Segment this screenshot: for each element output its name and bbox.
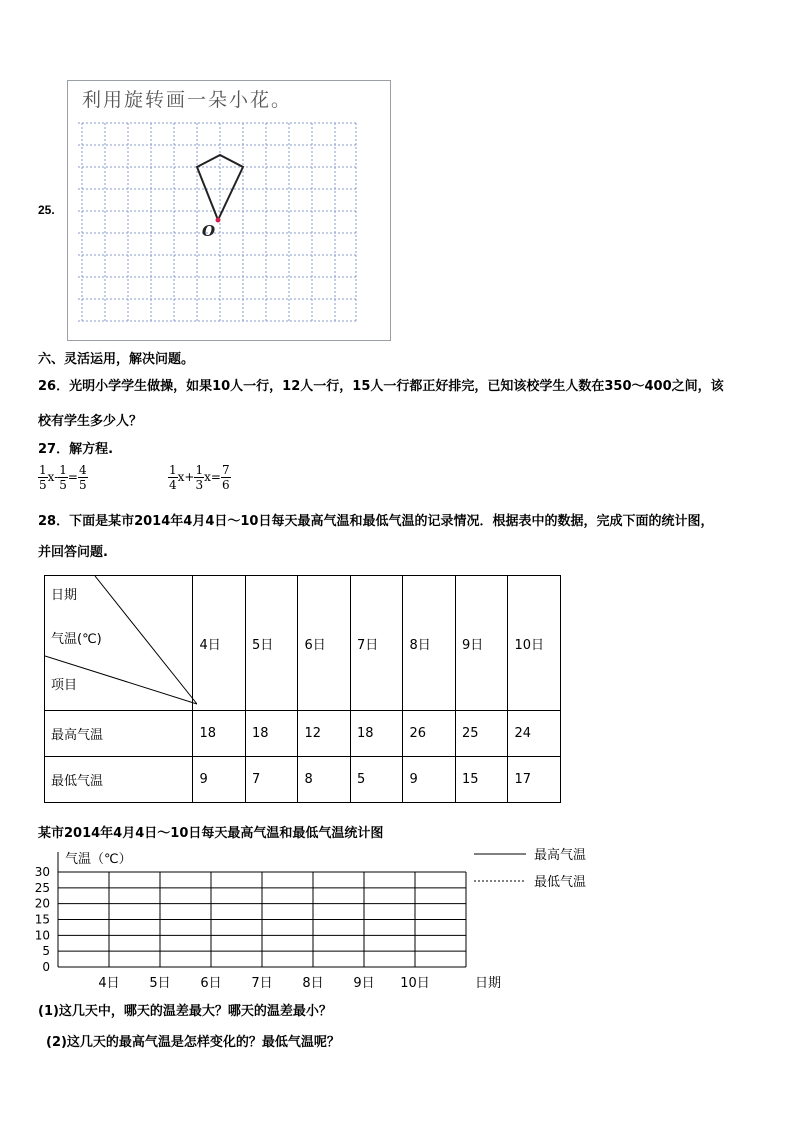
row-label: 最低气温 xyxy=(45,757,193,803)
table-cell: 12 xyxy=(298,711,351,757)
equation-2 xyxy=(168,463,231,492)
table-cell: 18 xyxy=(245,711,298,757)
day-header: 10日 xyxy=(508,576,561,711)
x-tick-label: 5日 xyxy=(149,976,171,991)
row-label: 最高气温 xyxy=(45,711,193,757)
table-cell: 8 xyxy=(298,757,351,803)
table-cell: 25 xyxy=(455,711,508,757)
table-cell: 18 xyxy=(350,711,403,757)
question-28-line1: 28．下面是某市2014年4月4日～10日每天最高气温和最低气温的记录情况．根据表中的数据，完成下面的统计图， xyxy=(38,514,714,529)
table-row xyxy=(45,757,561,803)
y-tick-label: 10 xyxy=(34,928,50,943)
table-cell: 9 xyxy=(193,757,246,803)
table-row xyxy=(45,711,561,757)
question-27-heading: 27．解方程. xyxy=(38,442,114,457)
table-cell: 24 xyxy=(508,711,561,757)
figure-title: 利用旋转画一朵小花。 xyxy=(82,89,293,111)
eq2-a-num: 1 xyxy=(169,463,177,477)
temperature-table xyxy=(44,575,561,803)
rotation-center-point xyxy=(216,218,221,223)
eq1-b-num: 1 xyxy=(59,463,67,477)
day-header: 8日 xyxy=(403,576,456,711)
rotation-figure xyxy=(67,80,391,341)
diagonal-header-cell xyxy=(45,576,193,711)
day-header: 4日 xyxy=(193,576,246,711)
temperature-line-chart xyxy=(30,840,610,1000)
y-tick-label: 30 xyxy=(34,865,50,879)
eq1-a-num: 1 xyxy=(39,463,47,477)
eq1-a-den: 5 xyxy=(39,478,47,492)
chart-title: 某市2014年4月4日～10日每天最高气温和最低气温统计图 xyxy=(38,826,384,841)
question-26-line1: 26．光明小学学生做操，如果10人一行，12人一行，15人一行都正好排完，已知该校学生人数在350～400之间，该 xyxy=(38,379,724,394)
header-item: 项目 xyxy=(51,678,78,693)
header-date: 日期 xyxy=(51,588,78,603)
table-cell: 18 xyxy=(193,711,246,757)
chart-xlabel: 日期 xyxy=(475,976,502,991)
table-cell: 5 xyxy=(350,757,403,803)
table-header-row xyxy=(45,576,561,711)
day-header: 6日 xyxy=(298,576,351,711)
question-28-line2: 并回答问题. xyxy=(38,545,108,560)
question-25-number: 25. xyxy=(38,203,55,217)
day-header: 7日 xyxy=(350,576,403,711)
eq2-b-den: 3 xyxy=(195,478,204,492)
table-cell: 15 xyxy=(455,757,508,803)
eq2-c-num: 7 xyxy=(221,463,230,477)
y-tick-label: 5 xyxy=(42,944,50,959)
eq1-equals: = xyxy=(67,470,78,484)
header-temp: 气温(℃) xyxy=(51,632,102,647)
y-tick-label: 0 xyxy=(42,960,50,974)
y-tick-label: 25 xyxy=(34,880,50,895)
section-heading: 六、灵活运用，解决问题。 xyxy=(38,352,195,367)
eq1-c-den: 5 xyxy=(78,478,87,492)
origin-label: O xyxy=(202,222,216,240)
figure-grid xyxy=(68,81,390,340)
table-cell: 17 xyxy=(508,757,561,803)
table-cell: 7 xyxy=(245,757,298,803)
eq2-b-num: 1 xyxy=(195,463,204,477)
eq2-op1: x+ xyxy=(177,470,195,484)
eq1-c-num: 4 xyxy=(78,463,87,477)
legend-label: 最低气温 xyxy=(534,875,587,890)
question-26-line2: 校有学生多少人？ xyxy=(38,414,143,429)
day-header: 9日 xyxy=(455,576,508,711)
y-tick-label: 15 xyxy=(34,912,50,927)
x-tick-label: 6日 xyxy=(200,976,222,991)
x-tick-label: 7日 xyxy=(251,976,273,991)
equation-1 xyxy=(38,463,88,492)
eq1-b-den: 5 xyxy=(59,478,67,492)
x-tick-label: 10日 xyxy=(400,976,430,991)
table-cell: 9 xyxy=(403,757,456,803)
eq2-a-den: 4 xyxy=(169,478,177,492)
chart-ylabel: 气温（℃） xyxy=(65,852,132,867)
x-tick-label: 9日 xyxy=(353,976,375,991)
sub-question-1: (1)这几天中，哪天的温差最大？哪天的温差最小？ xyxy=(38,1004,332,1019)
sub-question-2: (2)这几天的最高气温是怎样变化的？最低气温呢？ xyxy=(46,1035,340,1050)
legend-label: 最高气温 xyxy=(534,848,587,863)
eq2-equals: x= xyxy=(204,470,221,484)
x-tick-label: 4日 xyxy=(98,976,120,991)
day-header: 5日 xyxy=(245,576,298,711)
x-tick-label: 8日 xyxy=(302,976,324,991)
eq2-c-den: 6 xyxy=(221,478,230,492)
y-tick-label: 20 xyxy=(34,896,50,911)
table-cell: 26 xyxy=(403,711,456,757)
eq1-op1: x- xyxy=(47,470,59,484)
